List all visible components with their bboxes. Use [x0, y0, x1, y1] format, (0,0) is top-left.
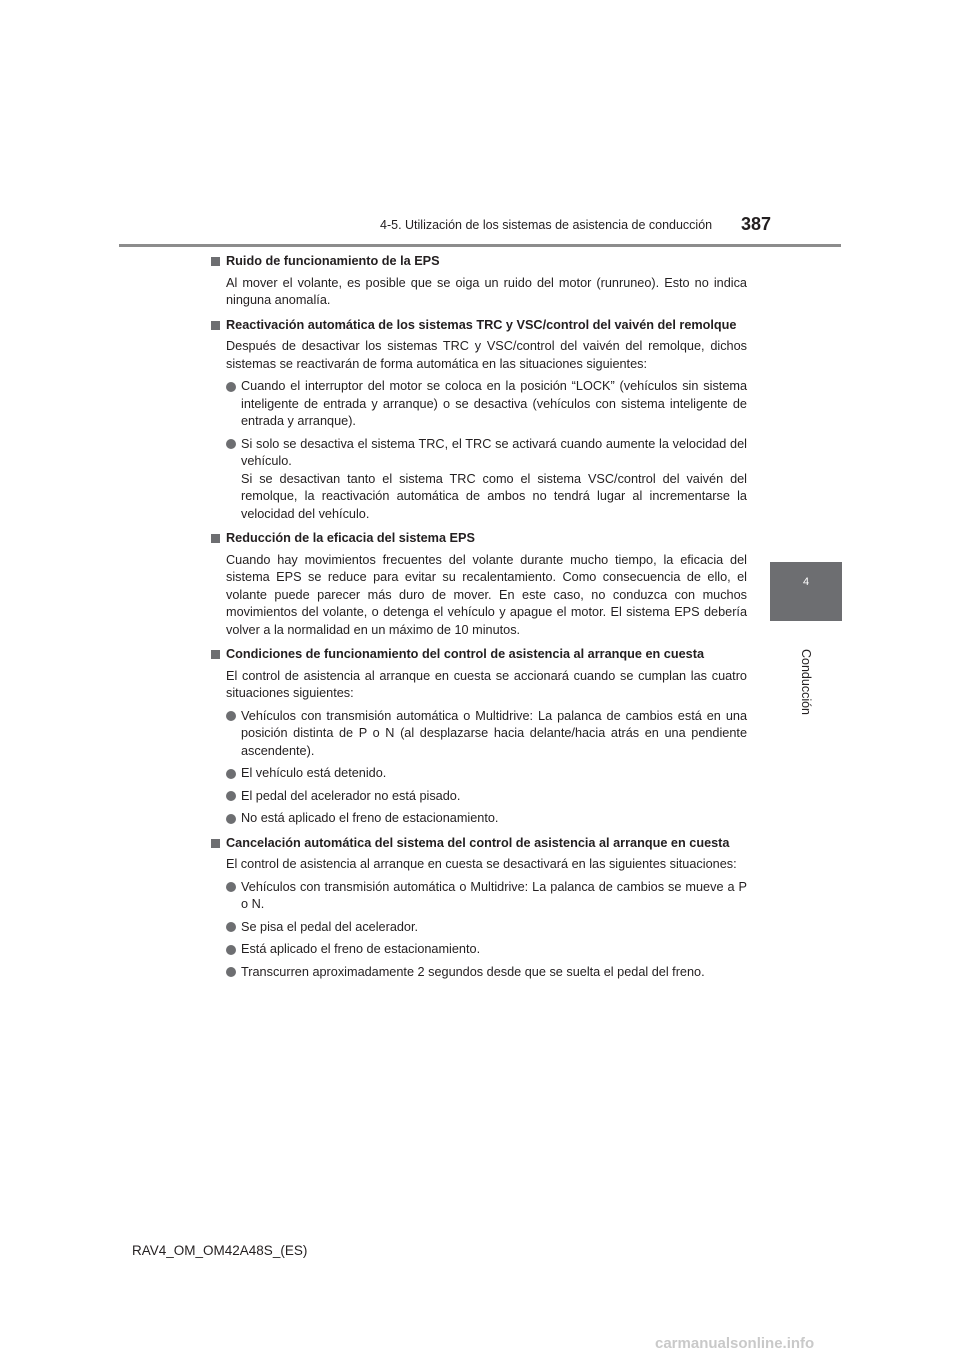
page-content — [210, 253, 747, 981]
chapter-label-box — [770, 623, 842, 741]
paragraph: El control de asistencia al arranque en cuesta se accionará cuando se cumplan las cuatro situaciones siguientes: — [226, 668, 747, 700]
round-bullet-icon — [226, 922, 236, 932]
bullet-text: Cuando el interruptor del motor se coloca en la posición “LOCK” (vehículos sin sistema inteligente de entrada y arranque) o se desactiva (vehículos con sistema inteligente de entrada y arranque). — [241, 379, 747, 428]
bullet-item — [210, 941, 747, 959]
round-bullet-icon — [226, 882, 236, 892]
paragraph: Al mover el volante, es posible que se oiga un ruido del motor (runruneo). Esto no indica ninguna anomalía. — [226, 275, 747, 307]
header-rule — [119, 244, 841, 247]
round-bullet-icon — [226, 967, 236, 977]
bullet-text: Vehículos con transmisión automática o Multidrive: La palanca de cambios está en una posición distinta de P o N (al desplazarse hacia delante/hacia atrás en una pendiente ascendente). — [241, 708, 747, 758]
paragraph: Cuando hay movimientos frecuentes del volante durante mucho tiempo, la eficacia del sistema EPS se reduce para evitar su recalentamiento. Como consecuencia de ello, el volante puede parecer más duro de mover. En este caso, no conduzca con muchos movimientos del volante, o detenga el vehículo y apague el motor. El sistema EPS debería volver a la normalidad en un máximo de 10 minutos. — [226, 552, 747, 637]
bullet-text: Se pisa el pedal del acelerador. — [241, 919, 419, 934]
bullet-item — [210, 765, 747, 783]
bullet-item — [210, 964, 747, 982]
round-bullet-icon — [226, 791, 236, 801]
section-heading — [210, 530, 747, 548]
round-bullet-icon — [226, 945, 236, 955]
bullet-text: Si solo se desactiva el sistema TRC, el TRC se activará cuando aumente la velocidad del vehículo. — [241, 436, 747, 468]
round-bullet-icon — [226, 814, 236, 824]
heading-text: Reducción de la eficacia del sistema EPS — [226, 531, 475, 545]
chapter-number: 4 — [802, 576, 810, 588]
section-title: 4-5. Utilización de los sistemas de asistencia de conducción — [380, 218, 713, 232]
heading-text: Condiciones de funcionamiento del control de asistencia al arranque en cuesta — [226, 647, 705, 661]
bullet-text: Vehículos con transmisión automática o Multidrive: La palanca de cambios se mueve a P o N. — [241, 879, 747, 911]
bullet-item — [210, 879, 747, 914]
bullet-text: El pedal del acelerador no está pisado. — [241, 788, 461, 803]
heading-text: Ruido de funcionamiento de la EPS — [226, 254, 440, 268]
bullet-text: No está aplicado el freno de estacionamiento. — [241, 811, 499, 825]
round-bullet-icon — [226, 711, 236, 721]
section-heading — [210, 835, 747, 853]
bullet-item — [210, 708, 747, 761]
round-bullet-icon — [226, 769, 236, 779]
watermark: carmanualsonline.info — [655, 1335, 815, 1352]
chapter-tab — [770, 562, 842, 621]
square-bullet-icon — [211, 839, 220, 848]
chapter-label: Conducción — [799, 648, 813, 716]
square-bullet-icon — [211, 257, 220, 266]
heading-text: Cancelación automática del sistema del control de asistencia al arranque en cuesta — [226, 835, 730, 850]
section-heading — [210, 646, 747, 664]
round-bullet-icon — [226, 439, 236, 449]
bullet-item — [210, 436, 747, 524]
heading-text: Reactivación automática de los sistemas TRC y VSC/control del vaivén del remolque — [226, 317, 737, 332]
bullet-text-continued: Si se desactivan tanto el sistema TRC como el sistema VSC/control del vaivén del remolque, la reactivación automática de ambos no tendrá lugar al incrementarse la velocidad del vehículo. — [241, 471, 747, 521]
paragraph: Después de desactivar los sistemas TRC y VSC/control del vaivén del remolque, dichos sistemas se reactivarán de forma automática en las situaciones siguientes: — [226, 339, 747, 371]
section-heading — [210, 317, 747, 335]
bullet-item — [210, 788, 747, 806]
square-bullet-icon — [211, 534, 220, 543]
section-heading — [210, 253, 747, 271]
bullet-item — [210, 810, 747, 828]
page-number: 387 — [741, 214, 772, 234]
square-bullet-icon — [211, 321, 220, 330]
square-bullet-icon — [211, 650, 220, 659]
bullet-item — [210, 378, 747, 431]
bullet-item — [210, 919, 747, 937]
bullet-text: El vehículo está detenido. — [241, 766, 387, 780]
bullet-text: Está aplicado el freno de estacionamiento. — [241, 942, 481, 956]
bullet-text: Transcurren aproximadamente 2 segundos desde que se suelta el pedal del freno. — [241, 964, 705, 979]
paragraph: El control de asistencia al arranque en cuesta se desactivará en las siguientes situaciones: — [226, 857, 737, 871]
document-code: RAV4_OM_OM42A48S_(ES) — [132, 1243, 308, 1258]
round-bullet-icon — [226, 382, 236, 392]
